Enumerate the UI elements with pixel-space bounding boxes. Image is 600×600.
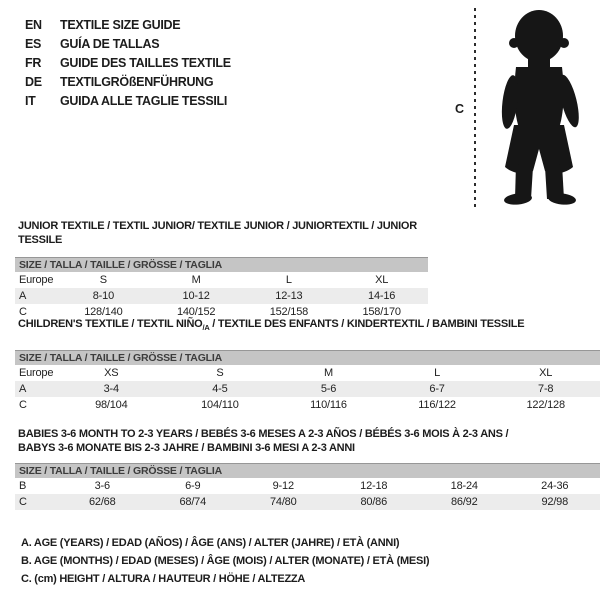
note-line: B. AGE (MONTHS) / EDAD (MESES) / ÂGE (MOIS) / ALTER (MONATE) / ETÀ (MESI): [21, 555, 430, 567]
table-title-segment: BABYS 3-6 MONATE BIS 2-3 JAHRE / BAMBINI 3-6 MESI A 2-3 ANNI: [18, 442, 355, 454]
language-code: IT: [25, 94, 36, 108]
size-table-section-babies: [15, 427, 600, 510]
language-row: [25, 73, 231, 92]
size-value: 6-7: [429, 383, 445, 396]
size-header-bar: SIZE / TALLA / TAILLE / GRÖSSE / TAGLIA: [15, 463, 600, 478]
language-row: [25, 92, 231, 111]
size-value: XL: [375, 274, 389, 286]
table-title: [15, 427, 600, 455]
size-value: 3-4: [103, 383, 119, 396]
language-row: [25, 16, 231, 35]
note-line: A. AGE (YEARS) / EDAD (AÑOS) / ÂGE (ANS) / ALTER (JAHRE) / ETÀ (ANNI): [21, 537, 400, 549]
table-row: [15, 381, 600, 397]
size-table: [15, 272, 428, 320]
row-label: C: [19, 306, 27, 318]
row-label: Europe: [19, 367, 54, 380]
row-label: A: [19, 290, 27, 302]
table-row: [15, 365, 600, 381]
table-row: [15, 478, 600, 494]
language-title: GUIDE DES TAILLES TEXTILE: [60, 56, 231, 70]
size-value: 98/104: [95, 399, 128, 412]
size-value: 68/74: [179, 496, 207, 508]
size-value: 4-5: [212, 383, 228, 396]
size-value: 152/158: [269, 306, 309, 318]
size-value: 6-9: [185, 480, 201, 492]
size-table-section-children: [15, 317, 600, 413]
size-value: 12-13: [275, 290, 303, 302]
size-table: [15, 365, 600, 413]
language-title: GUÍA DE TALLAS: [60, 37, 160, 51]
size-value: 104/110: [201, 399, 239, 412]
size-value: S: [99, 274, 107, 286]
row-label: Europe: [19, 274, 54, 286]
language-code: DE: [25, 75, 42, 89]
size-value: 14-16: [368, 290, 396, 302]
size-value: 116/122: [418, 399, 456, 412]
size-table-section-junior: [15, 219, 428, 320]
table-title: [15, 317, 600, 335]
size-value: M: [191, 274, 201, 286]
size-table: [15, 478, 600, 510]
language-title: GUIDA ALLE TAGLIE TESSILI: [60, 94, 228, 108]
size-value: 3-6: [94, 480, 110, 492]
language-title: TEXTILE SIZE GUIDE: [60, 18, 181, 32]
size-value: L: [434, 367, 441, 380]
size-value: 9-12: [272, 480, 294, 492]
size-value: S: [216, 367, 224, 380]
size-value: 158/170: [362, 306, 401, 318]
language-row: [25, 35, 231, 54]
size-value: XL: [539, 367, 553, 380]
table-title-segment: /A: [202, 323, 210, 333]
table-title-segment: / TEXTILE DES ENFANTS / KINDERTEXTIL / BAMBINI TESSILE: [209, 318, 525, 330]
table-title-segment: BABIES 3-6 MONTH TO 2-3 YEARS / BEBÉS 3-6 MESES A 2-3 AÑOS / BÉBÉS 3-6 MOIS À 2-3 ANS /: [18, 428, 509, 440]
size-value: 10-12: [182, 290, 210, 302]
size-value: 128/140: [84, 306, 123, 318]
size-value: 74/80: [269, 496, 297, 508]
table-title-line: [18, 219, 428, 247]
size-value: 7-8: [538, 383, 554, 396]
table-title-line: [18, 441, 600, 455]
size-value: 110/116: [310, 399, 347, 412]
table-title: [15, 219, 428, 247]
note-line: C. (cm) HEIGHT / ALTURA / HAUTEUR / HÖHE / ALTEZZA: [21, 573, 306, 585]
size-value: 122/128: [526, 399, 565, 412]
language-code: EN: [25, 18, 42, 32]
size-value: 12-18: [360, 480, 388, 492]
language-code: ES: [25, 37, 42, 51]
size-value: 24-36: [541, 480, 569, 492]
size-value: XS: [104, 367, 119, 380]
table-title-line: [18, 317, 600, 335]
notes: [21, 534, 429, 588]
size-value: 62/68: [88, 496, 116, 508]
table-row: [15, 288, 428, 304]
size-header-bar: SIZE / TALLA / TAILLE / GRÖSSE / TAGLIA: [15, 350, 600, 365]
size-value: 140/152: [176, 306, 216, 318]
row-label: C: [19, 399, 27, 412]
size-header-bar: SIZE / TALLA / TAILLE / GRÖSSE / TAGLIA: [15, 257, 428, 272]
size-value: 18-24: [450, 480, 478, 492]
language-list: [25, 16, 231, 111]
size-value: L: [285, 274, 292, 286]
row-label: C: [19, 496, 27, 508]
size-value: 92/98: [541, 496, 569, 508]
height-measure-label: C: [455, 102, 465, 116]
table-row: [15, 397, 600, 413]
table-title-segment: JUNIOR TEXTILE / TEXTIL JUNIOR/ TEXTILE JUNIOR / JUNIORTEXTIL / JUNIOR TESSILE: [18, 220, 417, 246]
size-value: 8-10: [92, 290, 114, 302]
table-row: [15, 494, 600, 510]
table-row: [15, 272, 428, 288]
size-value: 80/86: [360, 496, 388, 508]
row-label: B: [19, 480, 27, 492]
language-code: FR: [25, 56, 42, 70]
size-value: 86/92: [450, 496, 478, 508]
height-measure-dashed-line: [474, 8, 476, 210]
language-title: TEXTILGRÖßENFÜHRUNG: [60, 75, 214, 89]
table-title-segment: CHILDREN'S TEXTILE / TEXTIL NIÑO: [18, 318, 203, 330]
size-value: M: [324, 367, 333, 380]
language-row: [25, 54, 231, 73]
row-label: A: [19, 383, 27, 396]
size-value: 5-6: [320, 383, 337, 396]
table-title-line: [18, 427, 600, 441]
baby-silhouette-icon: [484, 8, 594, 210]
